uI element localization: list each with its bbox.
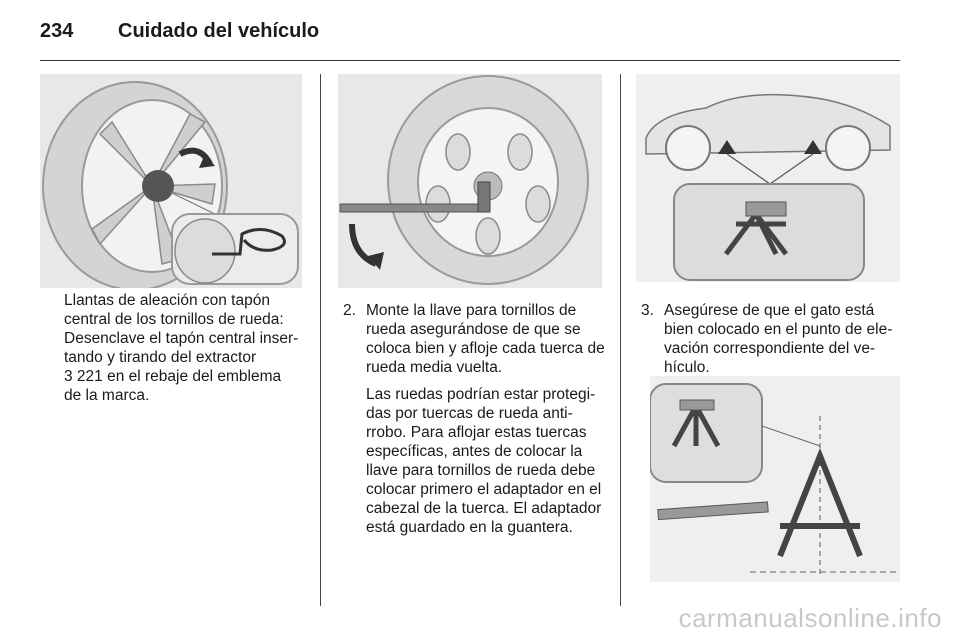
instruction-line: tando y tirando del extractor [64,349,257,366]
column-separator-2 [620,74,621,606]
page-title: Cuidado del vehículo [118,20,320,42]
instruction-line: Llantas de aleación con tapón [64,292,270,309]
page-number: 234 [40,20,74,42]
car-lift-points-illustration [636,74,900,282]
wheel-wrench-illustration [338,74,602,288]
watermark: carmanualsonline.info [678,603,942,633]
jack-positioning-illustration [650,376,900,582]
column-separator-1 [320,74,321,606]
step-note: Las ruedas podrían estar protegi-das por tuercas de rueda anti-rrobo. Para aflojar estas tuercas específicas, antes de colocar la llave para tornillos de rueda debe colocar primero el adaptador en el cabezal de la tuerca. El adaptador está guardado en la guantera. [366,386,602,536]
alloy-wheel-illustration [40,74,302,288]
page-header [40,16,920,50]
step-3 [641,301,903,385]
header-rule [40,60,900,61]
page-reference-text: 221 en el rebaje del emblema [72,368,282,385]
step-number: 3. [641,302,654,319]
alloy-wheel-instructions [64,291,312,405]
step-number: 2. [343,302,356,319]
page-reference-icon: 3 [64,368,73,385]
step-paragraph: Monte la llave para tornillos de rueda asegurándose de que se coloca bien y afloje cada tuerca de rueda media vuelta. [366,302,605,376]
step-paragraph: Asegúrese de que el gato está bien colocado en el punto de ele-vación correspondiente del ve-hículo. [664,302,893,376]
step-2 [343,301,611,545]
step-2-content [343,301,611,537]
step-3-content [641,301,903,377]
instruction-line: de la marca. [64,387,150,404]
instruction-line: Desenclave el tapón central inser- [64,330,299,347]
instruction-line-with-reference [64,367,312,386]
instruction-line: central de los tornillos de rueda: [64,311,284,328]
